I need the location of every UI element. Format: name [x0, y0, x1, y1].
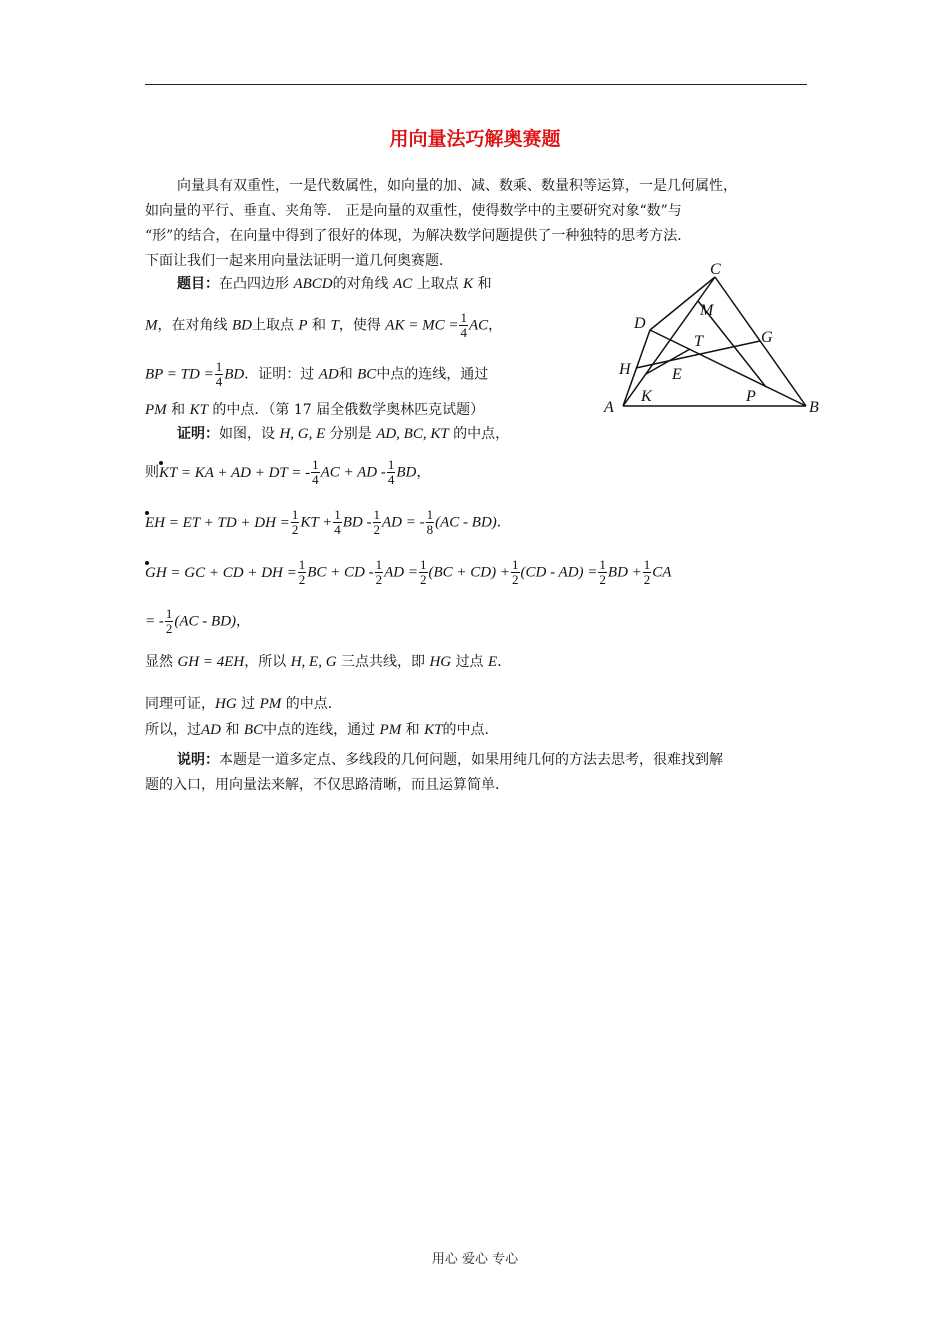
proof-eq-eh: EH = ET + TD + DH = $\frac{1}{2}$ KT + $\frac{1}{4}$ BD - $\frac{1}{2}$ AD = - $\frac{1}{8}$ (AC - BD)．: [145, 507, 511, 537]
fraction: $\frac{1}{4}$: [334, 507, 341, 537]
label-m: M: [700, 302, 714, 319]
geometry-figure: [598, 258, 828, 418]
label-e: E: [672, 366, 682, 383]
fraction: $\frac{1}{4}$: [215, 359, 223, 389]
label-c: C: [710, 261, 721, 278]
label-k: K: [641, 388, 652, 405]
fraction: $\frac{1}{2}$: [165, 606, 173, 636]
fraction: $\frac{1}{4}$: [312, 457, 319, 487]
page-title: 用向量法巧解奥赛题: [389, 128, 561, 150]
fraction: $\frac{1}{4}$: [387, 457, 395, 487]
problem-line-1: 题目：在凸四边形 ABCD的对角线 AC 上取点 K 和: [177, 276, 492, 292]
label-b: B: [809, 399, 819, 416]
label-g: G: [761, 329, 773, 346]
fraction: $\frac{1}{2}$: [599, 557, 606, 587]
fraction: $\frac{1}{8}$: [426, 507, 434, 537]
label-t: T: [694, 333, 703, 350]
fraction: $\frac{1}{2}$: [375, 557, 383, 587]
problem-line-3: BP = TD = $\frac{1}{4}$ BD．证明：过 AD和 BC中点的连线，通过: [145, 359, 489, 389]
intro-line-1: 向量具有双重性，一是代数属性，如向量的加、减、数乘、数量积等运算，一是几何属性，: [177, 178, 737, 194]
label-a: A: [604, 399, 614, 416]
proof-eq-gh: GH = GC + CD + DH = $\frac{1}{2}$ BC + CD - $\frac{1}{2}$ AD = $\frac{1}{2}$ (BC + CD) + $\frac{1}{2}$ (CD - AD) = $\frac{1}{2}$ BD + $\frac{1}{2}$ CA: [145, 557, 672, 587]
proof-eq-kt: 则KT = KA + AD + DT = - $\frac{1}{4}$ AC + AD - $\frac{1}{4}$ BD，: [145, 457, 431, 487]
problem-line-2: M，在对角线 BD上取点 P 和 T，使得 AK = MC = $\frac{1}{4}$ AC，: [145, 310, 503, 340]
intro-line-3: “形”的结合，在向量中得到了很好的体现，为解决数学问题提供了一种独特的思考方法．: [145, 228, 692, 244]
label-p: P: [746, 388, 756, 405]
page-footer: 用心 爱心 专心: [431, 1252, 519, 1267]
note-line-1: 说明：本题是一道多定点、多线段的几何问题，如果用纯几何的方法去思考，很难找到解: [177, 752, 723, 768]
proof-eq-gh-cont: = - $\frac{1}{2}$ (AC - BD)，: [145, 606, 251, 636]
intro-line-2: 如向量的平行、垂直、夹角等． 正是向量的双重性，使得数学中的主要研究对象“数”与: [145, 203, 682, 219]
fraction: $\frac{1}{2}$: [512, 557, 519, 587]
label-d: D: [634, 315, 646, 332]
problem-label: 题目：: [177, 276, 219, 292]
fraction: $\frac{1}{4}$: [460, 310, 467, 340]
fraction: $\frac{1}{2}$: [291, 507, 299, 537]
segment-kt: [646, 349, 690, 374]
problem-line-4: PM 和 KT 的中点．（第 17 届全俄数学奥林匹克试题）: [145, 402, 485, 418]
fraction: $\frac{1}{2}$: [643, 557, 651, 587]
fraction: $\frac{1}{2}$: [420, 557, 427, 587]
proof-line-collinear: 显然 GH = 4EH，所以 H, E, G 三点共线，即 HG 过点 E．: [145, 654, 512, 670]
proof-line-conclusion: 所以，过AD 和 BC中点的连线，通过 PM 和 KT的中点．: [145, 722, 499, 738]
label-h: H: [619, 361, 631, 378]
note-label: 说明：: [177, 752, 219, 768]
note-line-2: 题的入口，用向量法来解，不仅思路清晰，而且运算简单．: [145, 777, 509, 793]
fraction: $\frac{1}{2}$: [373, 507, 381, 537]
proof-line-1: 证明：如图，设 H, G, E 分别是 AD, BC, KT 的中点，: [177, 426, 510, 442]
proof-line-similar: 同理可证，HG 过 PM 的中点．: [145, 696, 342, 712]
proof-label: 证明：: [177, 426, 219, 442]
intro-line-4: 下面让我们一起来用向量法证明一道几何奥赛题．: [145, 253, 453, 269]
header-rule: [145, 84, 807, 85]
fraction: $\frac{1}{2}$: [298, 557, 306, 587]
